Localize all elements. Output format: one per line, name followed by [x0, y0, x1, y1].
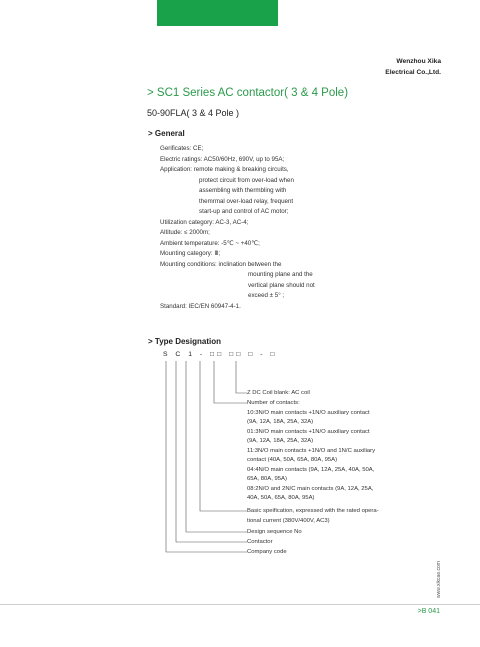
desc-line: 10:3N/O main contacts +1N/O auxiliary contact [247, 409, 370, 416]
spec-line: themrmal over-load relay, frequent [199, 197, 294, 205]
spec-line: Electric ratings: AC50/60Hz, 690V, up to 95A; [160, 155, 285, 163]
spec-line: vertical plane should not [248, 281, 315, 289]
leader-line-contacts [214, 361, 247, 403]
desc-line: 04:4N/O main contacts (9A, 12A, 25A, 40A, 50A, [247, 466, 375, 473]
leader-line-company [166, 361, 247, 552]
desc-line: (9A, 12A, 18A, 25A, 32A) [247, 419, 314, 425]
page-title: > SC1 Series AC contactor( 3 & 4 Pole) [147, 87, 349, 99]
website-url: www.xikcae.com [436, 561, 442, 598]
spec-line: Gerificates: CE; [160, 145, 204, 152]
leader-line-coil [236, 361, 247, 393]
spec-line: mounting plane and the [248, 271, 313, 278]
page-subtitle: 50-90FLA( 3 & 4 Pole ) [147, 108, 240, 118]
desc-contacts: Number of contacts: [247, 400, 300, 406]
type-designation-heading: > Type Designation [148, 337, 221, 346]
general-heading: > General [148, 129, 185, 138]
footer-divider [0, 604, 480, 605]
desc-design-seq: Design sequence No [247, 529, 302, 535]
spec-line: Utilization category: AC-3, AC-4; [160, 218, 249, 226]
desc-line: 01:3N/O main contacts +1N/O auxiliary contact [247, 428, 370, 435]
spec-line: protect circuit from over-load when [199, 176, 294, 184]
leader-line-contactor [176, 361, 247, 542]
desc-company-code: Company code [247, 549, 287, 555]
desc-line: contact (40A, 50A, 65A, 80A, 95A) [247, 457, 338, 463]
spec-line: Mounting category: Ⅲ; [160, 250, 221, 257]
company-name-line1: Wenzhou Xika [396, 58, 441, 65]
desc-line: 08:2N/O and 2N/C main contacts (9A, 12A, 25A, [247, 485, 374, 492]
desc-line: (9A, 12A, 18A, 25A, 32A) [247, 438, 314, 444]
leader-line-design-seq [186, 361, 247, 532]
leader-line-basic-spec [200, 361, 247, 511]
page-number: >B 041 [417, 608, 440, 615]
spec-line: Application: remote making & breaking circuits, [160, 166, 289, 173]
spec-line: assembling with thermbling with [199, 187, 287, 194]
desc-basic-spec: Basic speification, expressed with the rated opera- [247, 508, 379, 514]
spec-line: start-up and control of AC motor; [199, 208, 289, 215]
desc-line: tional current (380V/400V, AC3) [247, 518, 330, 524]
desc-contactor: Contactor [247, 539, 273, 545]
company-name-line2: Electrical Co.,Ltd. [385, 69, 441, 76]
spec-line: exceed ± 5° ; [248, 292, 285, 299]
desc-line: 65A, 80A, 95A) [247, 476, 287, 482]
spec-line: Mounting conditions: inclination between the [160, 260, 282, 268]
spec-line: Standard: IEC/EN 60947-4-1. [160, 302, 241, 310]
model-code: S C 1 - □□ □□ □ - □ [163, 351, 278, 358]
desc-line: 40A, 50A, 65A, 80A, 95A) [247, 495, 315, 501]
desc-coil: Z DC Coil blank: AC coil [247, 390, 310, 396]
spec-line: Ambient temperature: -5℃ ~ +40℃; [160, 239, 260, 247]
desc-line: 11:3N/O main contacts +1N/O and 1N/C auxiliary [247, 447, 376, 454]
spec-line: Altitude: ≤ 2000m; [160, 229, 210, 236]
